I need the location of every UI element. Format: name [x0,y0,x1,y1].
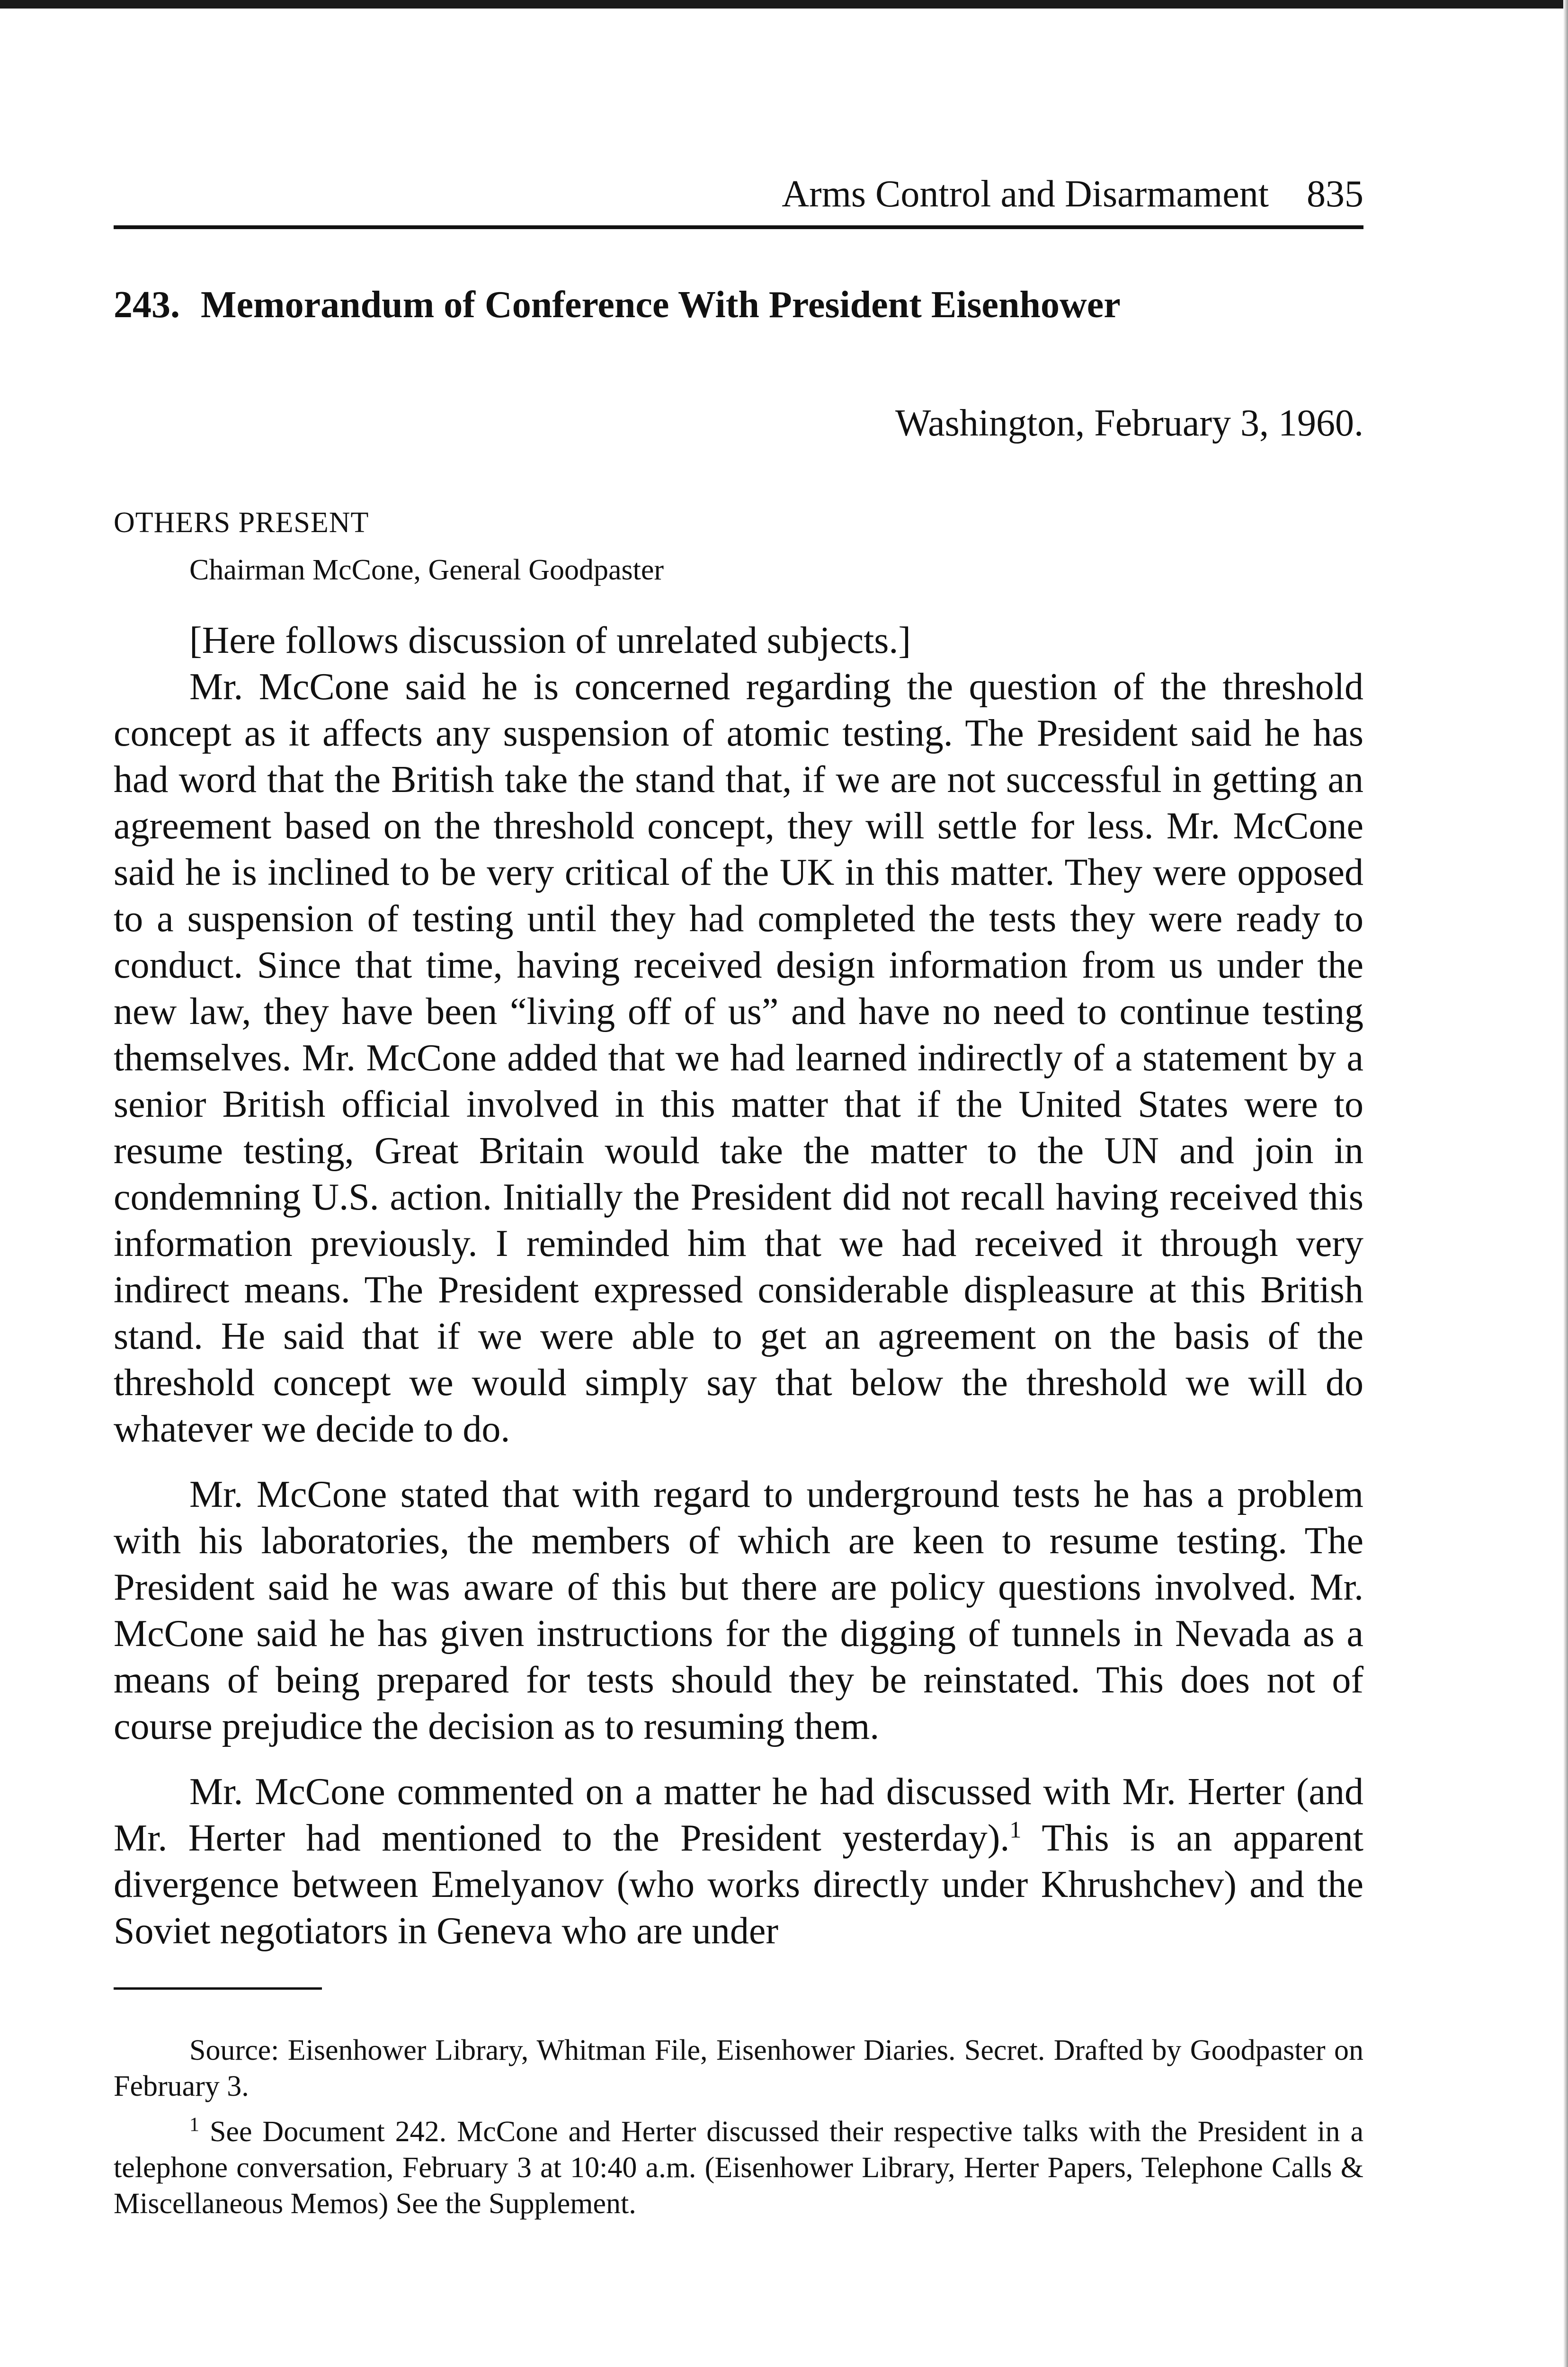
source-note: Source: Eisenhower Library, Whitman File, Eisenhower Diaries. Secret. Drafted by Goodpaster on February 3. [114,2034,1363,2102]
paragraph-4-part-2: This is an apparent divergence between Emelyanov (who works directly under Khrushchev) and the Soviet negotiators in Geneva who are under [114,1817,1364,1952]
footnote-1-text: See Document 242. McCone and Herter discussed their respective talks with the President in a telephone conversation, February 3 at 10:40 a.m. (Eisenhower Library, Herter Papers, Telephone Calls & Miscellaneous Memos) See the Supplement. [114,2116,1363,2220]
scan-edge-right [1563,0,1568,2367]
footnote-rule [114,1987,322,1990]
footnotes [114,2032,1363,2222]
footnote-reference-1: 1 [1009,1816,1022,1843]
document-heading [114,281,1363,329]
document-title: Memorandum of Conference With President Eisenhower [201,284,1121,326]
running-head-title: Arms Control and Disarmament [782,173,1269,215]
footnote-1 [114,2114,1363,2222]
paragraph-2: Mr. McCone said he is concerned regarding the question of the threshold concept as it affects any suspension of atomic testing. The President said he has had word that the British take the stand that, if we are not successful in getting an agreement based on the threshold concept, they will settle for less. Mr. McCone said he is inclined to be very critical of the UK in this matter. They were opposed to a suspension of testing until they had completed the tests they were ready to conduct. Since that time, having received design information from us under the new law, they have been “living off of us” and have no need to continue testing themselves. Mr. McCone added that we had learned indirectly of a statement by a senior British official involved in this matter that if the United States were to resume testing, Great Britain would take the matter to the UN and join in condemning U.S. action. Initially the President did not recall having received this information previously. I reminded him that we had received it through very indirect means. The President expressed considerable displeasure at this British stand. He said that if we were able to get an agreement on the basis of the threshold concept we would simply say that below the threshold we will do whatever we decide to do. [114,666,1363,1450]
footnote-1-marker: 1 [189,2114,199,2136]
body-text [114,617,1363,1954]
others-present-label: OTHERS PRESENT [114,507,369,539]
page [114,170,1363,2231]
page-number: 835 [1307,173,1363,215]
document-number: 243. [114,284,180,326]
others-present-list: Chairman McCone, General Goodpaster [189,554,664,586]
paragraph-4-part-1: Mr. McCone commented on a matter he had discussed with Mr. Herter (and Mr. Herter had mentioned to the President yesterday). [114,1771,1363,1859]
paragraph-3: Mr. McCone stated that with regard to underground tests he has a problem with his laboratories, the members of which are keen to resume testing. The President said he was aware of this but there are policy questions involved. Mr. McCone said he has given instructions for the digging of tunnels in Nevada as a means of being prepared for tests should they be reinstated. This does not of course prejudice the decision as to resuming them. [114,1474,1363,1747]
scan-edge-top [0,0,1568,9]
paragraph-4 [114,1769,1363,1954]
paragraph-1: [Here follows discussion of unrelated subjects.] [189,620,911,661]
running-head [114,170,1363,229]
dateline: Washington, February 3, 1960. [895,402,1363,444]
